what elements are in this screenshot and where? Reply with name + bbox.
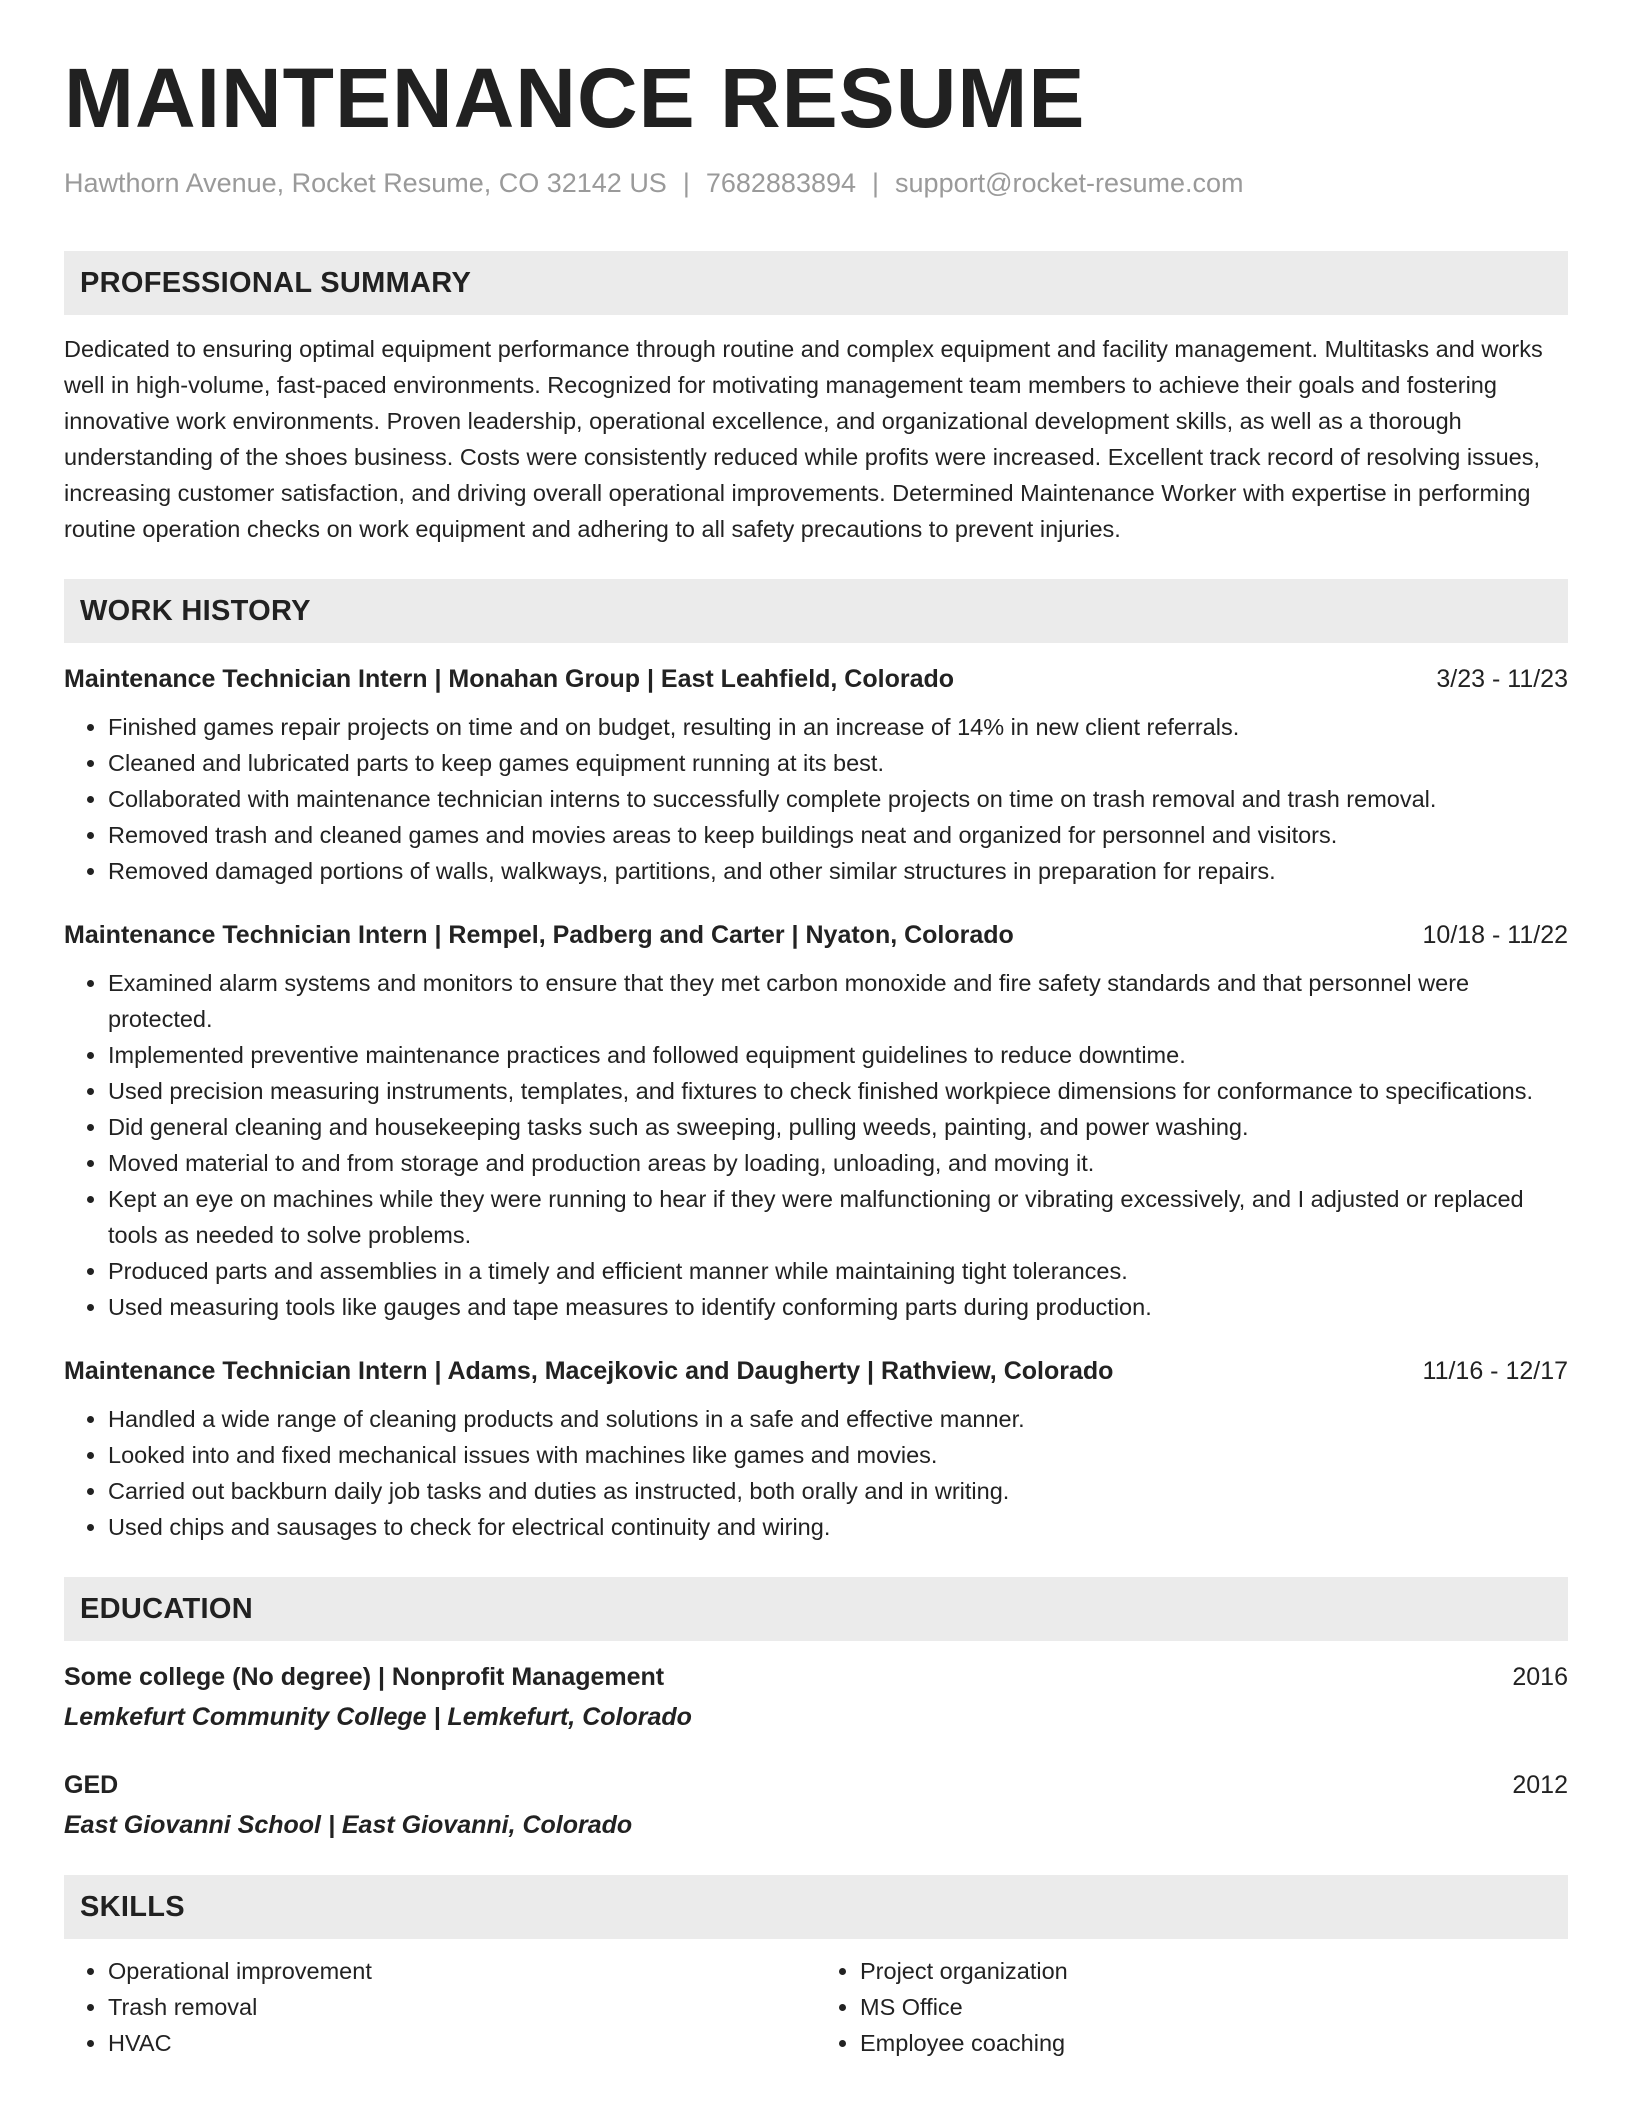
- job-bullet: • Removed trash and cleaned games and movies areas to keep buildings neat and organized for personnel and visitors.: [108, 817, 1568, 853]
- skills-column-left: [64, 1953, 816, 2061]
- contact-separator: |: [682, 168, 690, 199]
- job-bullet: • Finished games repair projects on time and on budget, resulting in an increase of 14% in new client referrals.: [108, 709, 1568, 745]
- job-bullet: • Moved material to and from storage and production areas by loading, unloading, and moving it.: [108, 1145, 1568, 1181]
- job-header: [64, 917, 1568, 953]
- job-header: [64, 1353, 1568, 1389]
- contact-address: Hawthorn Avenue, Rocket Resume, CO 32142 US: [64, 168, 667, 199]
- skill-item: • HVAC: [108, 2025, 816, 2061]
- contact-separator: |: [872, 168, 880, 199]
- job-title: Maintenance Technician Intern | Monahan Group | East Leahfield, Colorado: [64, 665, 955, 694]
- contact-phone: 7682883894: [705, 168, 857, 199]
- resume-name: MAINTENANCE RESUME: [64, 51, 1086, 145]
- skill-item: • Project organization: [860, 1953, 1568, 1989]
- education-date: 2016: [1512, 1663, 1568, 1692]
- section-heading-summary: PROFESSIONAL SUMMARY: [64, 251, 1568, 315]
- skill-item: • Employee coaching: [860, 2025, 1568, 2061]
- skills-column-right: [816, 1953, 1568, 2061]
- job-bullet: • Used chips and sausages to check for electrical continuity and wiring.: [108, 1509, 1568, 1545]
- job-bullet: • Did general cleaning and housekeeping tasks such as sweeping, pulling weeds, painting, and power washing.: [108, 1109, 1568, 1145]
- education-school: East Giovanni School | East Giovanni, Colorado: [64, 1811, 633, 1840]
- job-header: [64, 661, 1568, 697]
- summary-text: Dedicated to ensuring optimal equipment performance through routine and complex equipment and facility management. Multitasks and works well in high-volume, fast-paced environments. Recognized for motivating management team members to achieve their goals and fostering innovative work environments. Proven leadership, operational excellence, and organizational development skills, as well as a thorough understanding of the shoes business. Costs were consistently reduced while profits were increased. Excellent track record of resolving issues, increasing customer satisfaction, and driving overall operational improvements. Determined Maintenance Worker with expertise in performing routine operation checks on work equipment and adhering to all safety precautions to prevent injuries.: [64, 336, 1543, 543]
- job-bullets: [64, 965, 1568, 1325]
- job-bullets: [64, 709, 1568, 889]
- skill-item: • Operational improvement: [108, 1953, 816, 1989]
- job-date: 3/23 - 11/23: [1436, 665, 1568, 694]
- education-title: GED: [64, 1771, 119, 1800]
- job-bullet: • Collaborated with maintenance technician interns to successfully complete projects on time on trash removal and trash removal.: [108, 781, 1568, 817]
- job-title: Maintenance Technician Intern | Adams, Macejkovic and Daugherty | Rathview, Colorado: [64, 1357, 1114, 1386]
- job-bullet: • Used precision measuring instruments, templates, and fixtures to check finished workpiece dimensions for conformance to specifications.: [108, 1073, 1568, 1109]
- job-bullet: • Kept an eye on machines while they were running to hear if they were malfunctioning or vibrating excessively, and I adjusted or replaced tools as needed to solve problems.: [108, 1181, 1568, 1253]
- job-bullet: • Looked into and fixed mechanical issues with machines like games and movies.: [108, 1437, 1568, 1473]
- education-date: 2012: [1512, 1771, 1568, 1800]
- job-bullet: • Used measuring tools like gauges and tape measures to identify conforming parts during production.: [108, 1289, 1568, 1325]
- job-bullet: • Cleaned and lubricated parts to keep games equipment running at its best.: [108, 745, 1568, 781]
- job-bullet: • Examined alarm systems and monitors to ensure that they met carbon monoxide and fire safety standards and that personnel were protected.: [108, 965, 1568, 1037]
- skill-item: • MS Office: [860, 1989, 1568, 2025]
- job-entry: [64, 661, 1568, 889]
- education-header: [64, 1659, 1568, 1695]
- section-heading-work-history: WORK HISTORY: [64, 579, 1568, 643]
- education-school: Lemkefurt Community College | Lemkefurt, Colorado: [64, 1703, 692, 1732]
- education-entry: [64, 1767, 1568, 1843]
- job-date: 11/16 - 12/17: [1422, 1357, 1568, 1386]
- contact-line: [64, 166, 1568, 201]
- job-bullet: • Implemented preventive maintenance practices and followed equipment guidelines to reduce downtime.: [108, 1037, 1568, 1073]
- job-entry: [64, 1353, 1568, 1545]
- section-heading-skills: SKILLS: [64, 1875, 1568, 1939]
- job-title: Maintenance Technician Intern | Rempel, Padberg and Carter | Nyaton, Colorado: [64, 921, 1014, 950]
- job-date: 10/18 - 11/22: [1422, 921, 1568, 950]
- job-bullet: • Produced parts and assemblies in a timely and efficient manner while maintaining tight tolerances.: [108, 1253, 1568, 1289]
- contact-email: support@rocket-resume.com: [895, 168, 1244, 199]
- job-entry: [64, 917, 1568, 1325]
- education-title: Some college (No degree) | Nonprofit Management: [64, 1663, 665, 1692]
- education-header: [64, 1767, 1568, 1803]
- education-entry: [64, 1659, 1568, 1735]
- job-bullet: • Removed damaged portions of walls, walkways, partitions, and other similar structures in preparation for repairs.: [108, 853, 1568, 889]
- job-bullets: [64, 1401, 1568, 1545]
- skills-list: [64, 1953, 1568, 2061]
- skill-item: • Trash removal: [108, 1989, 816, 2025]
- section-heading-education: EDUCATION: [64, 1577, 1568, 1641]
- job-bullet: • Handled a wide range of cleaning products and solutions in a safe and effective manner.: [108, 1401, 1568, 1437]
- job-bullet: • Carried out backburn daily job tasks and duties as instructed, both orally and in writing.: [108, 1473, 1568, 1509]
